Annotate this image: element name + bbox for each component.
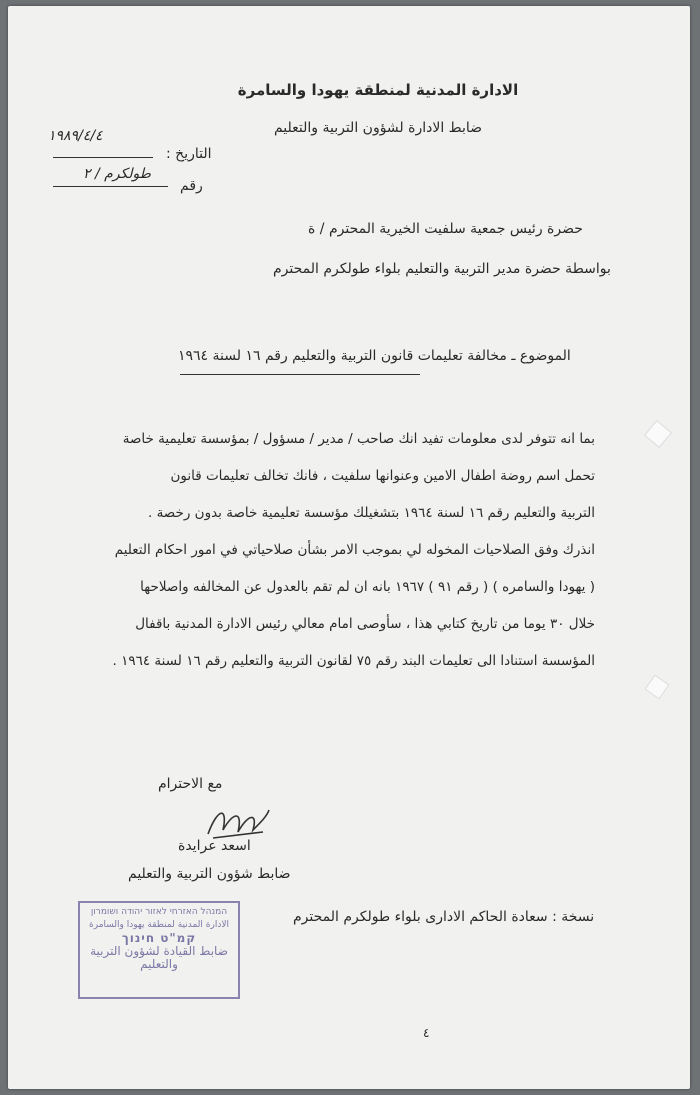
date-label: التاريخ : [166,146,212,162]
stamp-arabic-title-cont: والتعليم [140,957,178,971]
number-underline [53,186,168,187]
body-line: المؤسسة استنادا الى تعليمات البند رقم ٧٥ لقانون التربية والتعليم رقم ١٦ لسنة ١٩٦٤ . [112,653,595,669]
stamp-hebrew-title: קמ"ט חינוך [121,931,197,945]
subject-line: الموضوع ـ مخالفة تعليمات قانون التربية والتعليم رقم ١٦ لسنة ١٩٦٤ [178,348,571,364]
via-line: بواسطة حضرة مدير التربية والتعليم بلواء طولكرم المحترم [273,261,611,277]
body-line: خلال ٣٠ يوما من تاريخ كتابي هذا ، سأوصى امام معالي رئيس الادارة المدنية باقفال [135,616,595,632]
signature-graphic [203,802,273,842]
document-page [8,6,690,1089]
closing-regards: مع الاحترام [158,776,223,792]
addressee-line: حضرة رئيس جمعية سلفيت الخيرية المحترم / ة [308,221,583,237]
date-value: ١٩٨٩/٤/٤ [48,128,103,144]
header-office: ضابط الادارة لشؤون التربية والتعليم [273,120,483,136]
body-line: التربية والتعليم رقم ١٦ لسنة ١٩٦٤ بتشغيلك مؤسسة تعليمية خاصة بدون رخصة . [147,505,595,521]
subject-underline [180,374,420,375]
official-stamp [78,901,240,999]
stamp-arabic-title: ضابط القيادة لشؤون التربية [90,944,228,958]
paper-tear [644,674,669,699]
stamp-arabic-line: الادارة المدنية لمنطقة يهودا والسامرة [89,920,229,930]
body-line: بما انه تتوفر لدى معلومات تفيد انك صاحب / مدير / مسؤول / بمؤسسة تعليمية خاصة [122,431,595,447]
paper-tear [644,420,672,448]
copy-to-line: نسخة : سعادة الحاكم الادارى بلواء طولكرم المحترم [293,909,595,925]
header-authority: الادارة المدنية لمنطقة يهودا والسامرة [237,81,519,99]
number-value: طولكرم / ٢ [83,166,151,182]
signatory-title: ضابط شؤون التربية والتعليم [128,866,291,882]
footer-mark: ٤ [423,1026,430,1040]
stamp-hebrew-line: המנהל האזרחי לאזור יהודה ושומרון [90,907,228,917]
body-line: ( يهودا والسامره ) ( رقم ٩١ ) ١٩٦٧ بانه ان لم تقم بالعدول عن المخالفه واصلاحها [140,579,595,595]
date-underline [53,157,153,158]
number-label: رقم [180,178,203,194]
signatory-name: اسعد عرايدة [178,838,251,854]
body-line: انذرك وفق الصلاحيات المخوله لي بموجب الامر بشأن صلاحياتي في امور احكام التعليم [114,542,595,558]
body-line: تحمل اسم روضة اطفال الامين وعنوانها سلفيت ، فانك تخالف تعليمات قانون [170,468,595,484]
